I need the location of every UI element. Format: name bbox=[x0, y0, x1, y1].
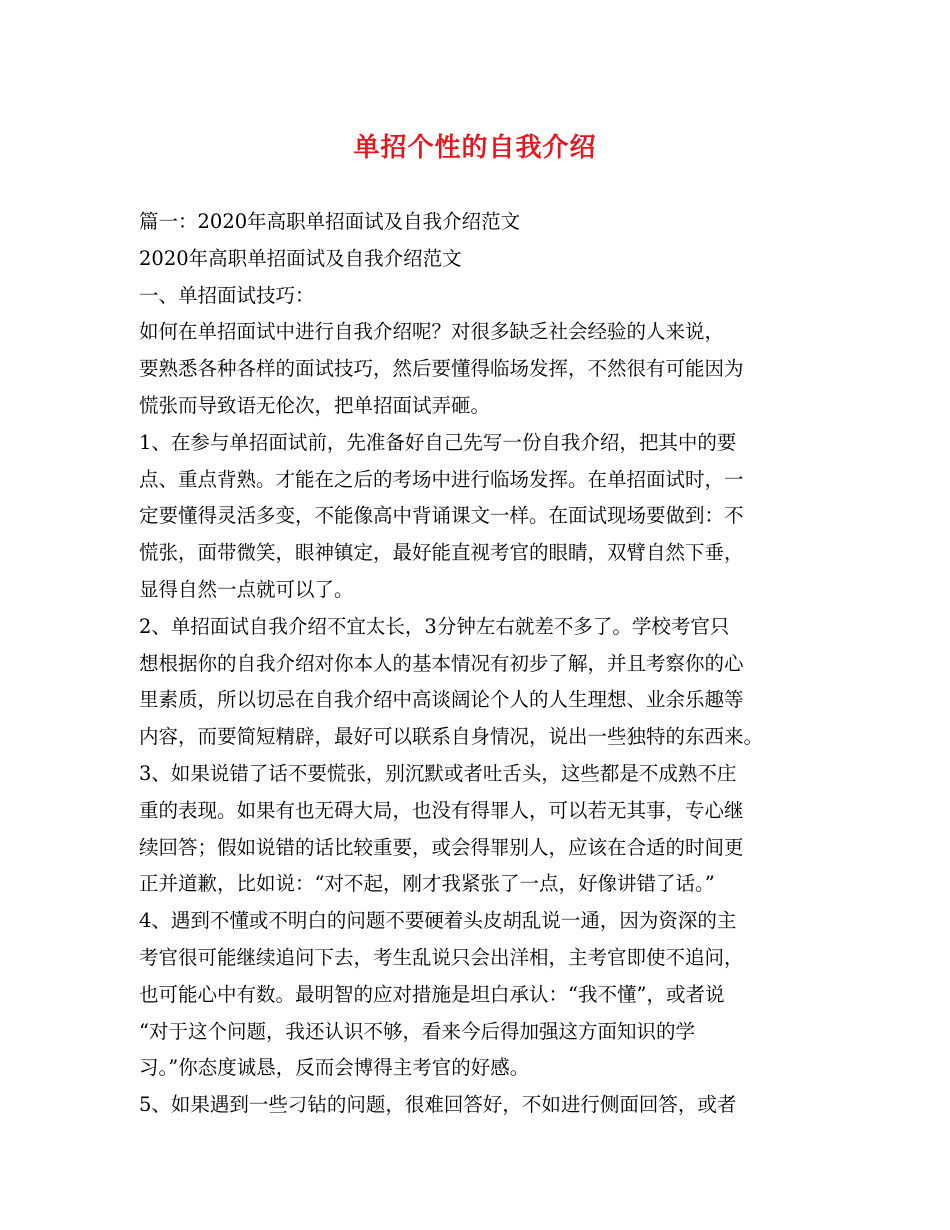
body-line: “对于这个问题，我还认识不够，看来今后得加强这方面知识的学 bbox=[139, 1019, 695, 1043]
body-line: 1、在参与单招面试前，先准备好自己先写一份自我介绍，把其中的要 bbox=[139, 430, 737, 454]
document-body bbox=[139, 204, 819, 1124]
body-line: 2、单招面试自我介绍不宜太长，3分钟左右就差不多了。学校考官只 bbox=[139, 614, 730, 638]
body-line: 3、如果说错了话不要慌张，别沉默或者吐舌头，这些都是不成熟不庄 bbox=[139, 761, 737, 785]
body-line: 2020年高职单招面试及自我介绍范文 bbox=[139, 246, 462, 270]
body-line: 也可能心中有数。最明智的应对措施是坦白承认：“我不懂”，或者说 bbox=[139, 982, 725, 1006]
body-line: 想根据你的自我介绍对你本人的基本情况有初步了解，并且考察你的心 bbox=[139, 651, 744, 675]
document-title: 单招个性的自我介绍 bbox=[353, 133, 597, 163]
body-line: 考官很可能继续追问下去，考生乱说只会出洋相，主考官即使不追问， bbox=[139, 945, 744, 969]
body-line: 一、单招面试技巧： bbox=[139, 283, 315, 307]
body-line: 慌张而导致语无伦次，把单招面试弄砸。 bbox=[139, 393, 491, 417]
body-line: 4、遇到不懂或不明白的问题不要硬着头皮胡乱说一通，因为资深的主 bbox=[139, 909, 737, 933]
body-line: 定要懂得灵活多变，不能像高中背诵课文一样。在面试现场要做到：不 bbox=[139, 504, 744, 528]
body-line: 显得自然一点就可以了。 bbox=[139, 577, 354, 601]
body-line: 点、重点背熟。才能在之后的考场中进行临场发挥。在单招面试时，一 bbox=[139, 467, 744, 491]
body-line: 5、如果遇到一些刁钻的问题，很难回答好，不如进行侧面回答，或者 bbox=[139, 1093, 737, 1117]
body-line: 习。”你态度诚恳，反而会博得主考官的好感。 bbox=[139, 1056, 530, 1080]
body-line: 慌张，面带微笑，眼神镇定，最好能直视考官的眼睛，双臂自然下垂， bbox=[139, 541, 744, 565]
body-line: 续回答；假如说错的话比较重要，或会得罪别人，应该在合适的时间更 bbox=[139, 835, 744, 859]
body-line: 内容，而要简短精辟，最好可以联系自身情况，说出一些独特的东西来。 bbox=[139, 725, 764, 749]
body-line: 如何在单招面试中进行自我介绍呢？对很多缺乏社会经验的人来说， bbox=[139, 320, 725, 344]
body-line: 篇一：2020年高职单招面试及自我介绍范文 bbox=[139, 210, 521, 233]
body-line: 里素质，所以切忌在自我介绍中高谈阔论个人的人生理想、业余乐趣等 bbox=[139, 688, 744, 712]
body-line: 要熟悉各种各样的面试技巧，然后要懂得临场发挥，不然很有可能因为 bbox=[139, 357, 744, 381]
body-line: 重的表现。如果有也无碍大局，也没有得罪人，可以若无其事，专心继 bbox=[139, 798, 744, 822]
body-line: 正并道歉，比如说：“对不起，刚才我紧张了一点，好像讲错了话。” bbox=[139, 872, 715, 896]
